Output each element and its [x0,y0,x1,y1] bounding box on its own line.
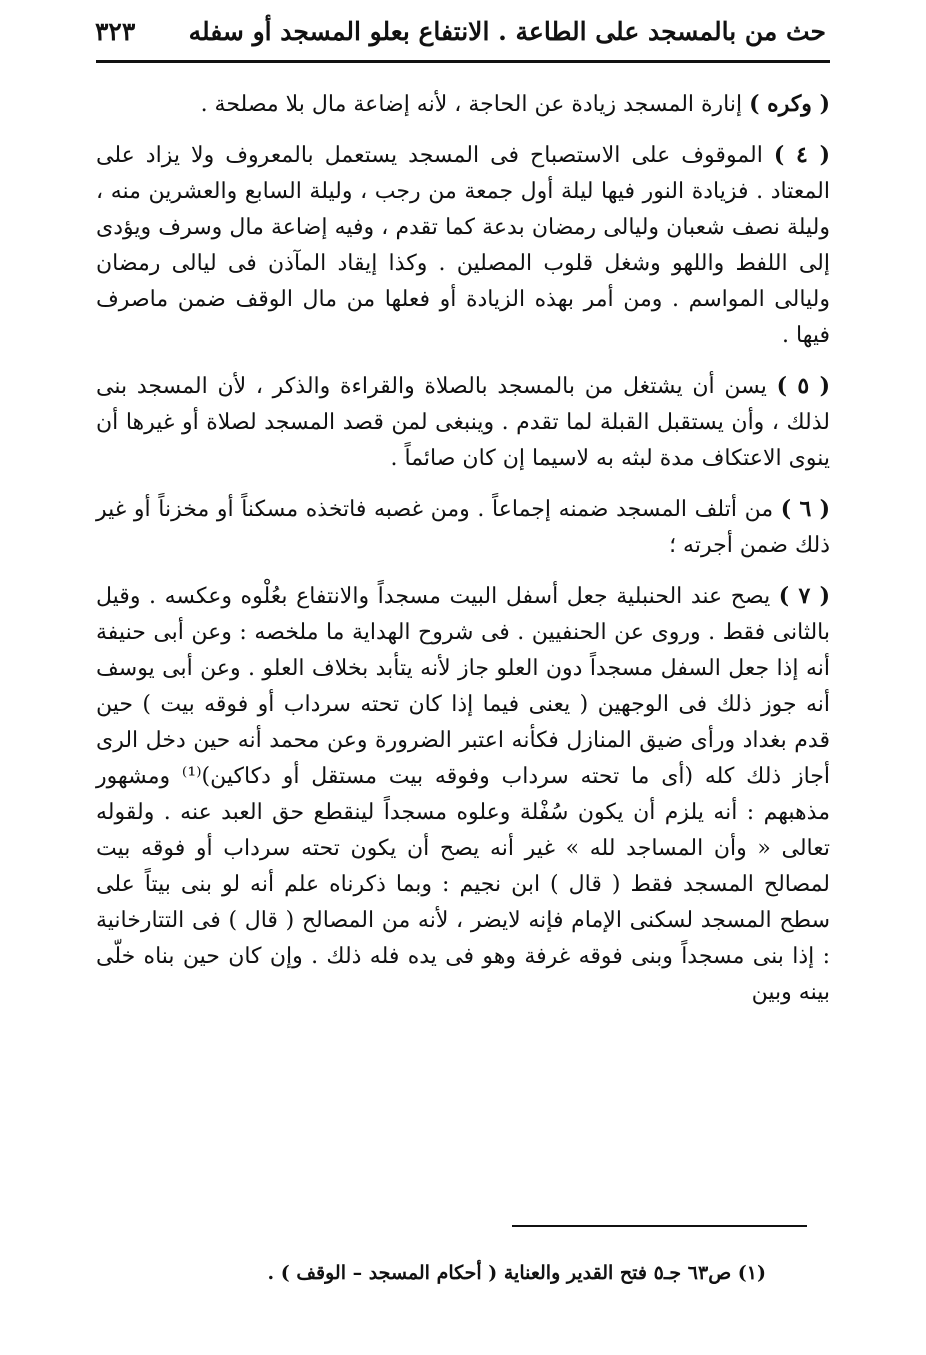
paragraph-lead: ( ٤ ) [773,142,831,168]
paragraph-4 [96,137,830,354]
paragraph-text: من أتلف المسجد ضمنه إجماعاً . ومن غصبه فاتخذه مسكناً أو مخزناً أو غير ذلك ضمن أجرته ؛ [96,497,830,558]
paragraph-karahah [96,86,830,123]
header-rule [96,60,830,63]
paragraph-7 [96,578,830,1011]
page-header [95,6,826,56]
paragraph-lead: ( ٦ ) [780,496,831,522]
paragraph-text: يسن أن يشتغل من بالمسجد بالصلاة والقراءة والذكر ، لأن المسجد بنى لذلك ، وأن يستقبل القبلة لما تقدم . وينبغى لمن قصد المسجد لصلاة أو غيرها أن ينوى الاعتكاف مدة لبثه به لاسيما إن كان صائماً . [96,374,830,471]
paragraph-5 [96,368,830,477]
paragraph-lead: ( ٥ ) [776,373,830,399]
paragraph-text: الموقوف على الاستصباح فى المسجد يستعمل بالمعروف ولا يزاد على المعتاد . فزيادة النور فيها ليلة أول جمعة من رجب ، وليلة السابع والعشرين منه ، وليلة نصف شعبان وليالى رمضان بدعة كما تقدم ، وفيه إضاعة مال وسرف ويؤدى إلى اللفط واللهو وشغل قلوب المصلين . وكذا إيقاد المآذن فى ليالى رمضان وليالى المواسم . ومن أمر بهذه الزيادة أو فعلها من مال الوقف ضمن ماصرف فيها . [96,143,830,348]
footnote-rule [512,1225,807,1227]
paragraph-lead: ( وكره ) [749,91,830,117]
body-text [96,86,830,1025]
running-title: حث من بالمسجد على الطاعة . الانتفاع بعلو المسجد أو سفله [188,16,826,46]
page-number: ٣٢٣ [95,16,136,46]
paragraph-text: يصح عند الحنبلية جعل أسفل البيت مسجداً والانتفاع بعُلْوه وعكسه . وقيل بالثانى فقط . وروى عن الحنفيين . فى شروح الهداية ما ملخصه : وعن أبى حنيفة أنه إذا جعل السفل مسجداً دون العلو جاز لأنه يتأبد بخلاف العلو . وعن أبى يوسف أنه جوز ذلك فى الوجهين ( يعنى فيما إذا كان تحته سرداب أو فوقه بيت ) حين قدم بغداد ورأى ضيق المنازل فكأنه اعتبر الضرورة وعن محمد أنه حين دخل الرى أجاز ذلك كله (أى ما تحته سرداب وفوقه بيت مستقل أو دكاكين)⁽¹⁾ ومشهور مذهبهم : أنه يلزم أن يكون سُفْلة وعلوه مسجداً لينقطع حق العبد عنه . ولقوله تعالى « وأن المساجد لله » غير أنه يصح أن يكون تحته سرداب أو فوقه بيت لمصالح المسجد فقط ( قال ) ابن نجيم : وبما ذكرناه علم أنه لو بنى بيتاً على سطح المسجد لسكنى الإمام فإنه لايضر ، لأنه من المصالح ( قال ) فى التتارخانية : إذا بنى مسجداً وبنى فوقه غرفة وهو فى يده فله ذلك . وإن كان حين بناه خلّى بينه وبين [96,584,830,1005]
paragraph-text: إنارة المسجد زيادة عن الحاجة ، لأنه إضاعة مال بلا مصلحة . [200,92,750,117]
paragraph-lead: ( ٧ ) [778,583,830,609]
paragraph-6 [96,491,830,564]
footnote: (١) ص٦٣ جـ٥ فتح القدير والعناية ( أحكام المسجد – الوقف ) . [267,1262,766,1284]
